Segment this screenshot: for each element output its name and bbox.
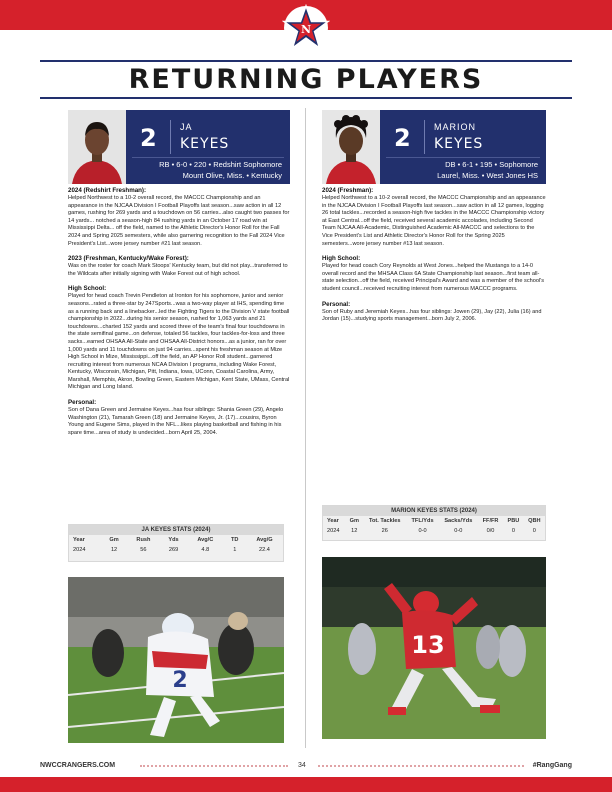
stats-header: QBH — [528, 518, 541, 524]
player-card-marion-keyes — [322, 110, 546, 184]
position-line: DB • 6-1 • 195 • Sophomore — [445, 160, 538, 169]
position-line: RB • 6-0 • 220 • Redshirt Sophomore — [159, 160, 282, 169]
headshot-photo — [322, 110, 380, 184]
section-heading: 2024 (Freshman): — [322, 187, 374, 194]
jersey-number: 2 — [140, 124, 157, 152]
bio-marion-keyes — [322, 187, 546, 324]
section-body: Was on the roster for coach Mark Stoops' Kentucky team, but did not play...transferred to the Wildcats after initially signing with Wake Forest out of high school. — [68, 263, 288, 277]
stats-header: Year — [73, 537, 85, 543]
stats-header: Yds — [168, 537, 179, 543]
stats-cell: 4.8 — [201, 547, 210, 553]
last-name: KEYES — [180, 136, 230, 152]
stats-header: Gm — [349, 518, 359, 524]
stats-cell: 12 — [351, 528, 358, 534]
divider — [170, 120, 171, 154]
section-body: Played for head coach Cory Reynolds at West Jones...helped the Mustangs to a 14-0 overall record and the MHSAA Class 6A State Championship last season...first team all-state selection...off the field, received Principal's Award and was a member of the school's student council...received recruiting interest from numerous MACCC programs. — [322, 263, 545, 292]
jersey-number-graphic: 2 — [172, 668, 188, 693]
stats-header: Year — [327, 518, 339, 524]
column-divider — [305, 108, 306, 748]
stats-title: JA KEYES STATS (2024) — [69, 525, 283, 535]
stats-grid — [323, 516, 545, 536]
section-heading: 2024 (Redshirt Freshman): — [68, 187, 147, 194]
stats-cell: 26 — [381, 528, 388, 534]
section-heading: High School: — [68, 285, 107, 293]
player-info-panel — [380, 110, 546, 184]
divider — [132, 157, 284, 158]
stats-header: Tot. Tackles — [368, 518, 401, 524]
jersey-number: 2 — [394, 124, 411, 152]
jersey-number-graphic: 13 — [411, 631, 445, 659]
stats-header: Avg/G — [256, 537, 273, 543]
footer-dotted-rule — [140, 765, 288, 767]
stats-grid — [69, 535, 283, 555]
title-rule-bottom — [40, 97, 572, 99]
stats-cell: 56 — [140, 547, 147, 553]
stats-cell: 0-0 — [454, 528, 463, 534]
stats-header: TFL/Yds — [411, 518, 434, 524]
stats-table-ja-keyes — [68, 524, 284, 562]
stats-cell: 12 — [110, 547, 118, 553]
section-body: Son of Ruby and Jeremiah Keyes...has four siblings: Jowen (29), Jay (22), Julia (16) and Jordan (15)...studying sports management...born July 2, 2006. — [322, 308, 542, 323]
stats-cell: 269 — [168, 547, 179, 553]
stats-cell: 1 — [233, 547, 237, 553]
section-heading: Personal: — [68, 399, 97, 407]
stats-cell: 0 — [532, 528, 536, 534]
headshot-photo — [68, 110, 126, 184]
stats-header: FF/FR — [482, 518, 499, 524]
first-name: MARION — [434, 122, 476, 132]
action-photo-ja-keyes — [68, 577, 284, 743]
footer-website: NWCCRANGERS.COM — [40, 762, 116, 769]
player-info-panel — [126, 110, 290, 184]
stats-table-marion-keyes — [322, 505, 546, 541]
section-heading: Personal: — [322, 300, 351, 308]
stats-header: Gm — [109, 537, 119, 543]
player-card-ja-keyes — [68, 110, 290, 184]
stats-header: TD — [231, 537, 239, 543]
hometown-line: Mount Olive, Miss. • Kentucky — [182, 171, 282, 180]
bio-ja-keyes — [68, 187, 290, 437]
section-heading: 2023 (Freshman, Kentucky/Wake Forest): — [68, 255, 189, 263]
stats-cell: 2024 — [73, 547, 86, 553]
hometown-line: Laurel, Miss. • West Jones HS — [437, 171, 538, 180]
page-number: 34 — [298, 762, 306, 769]
stats-cell: 0-0 — [418, 528, 427, 534]
stats-cell: 0/0 — [486, 528, 495, 534]
section-body: Played for head coach Trevin Pendleton at Ironton for his sophomore, junior and senior seasons...rated a three-star by 247Sports...was a two-way player at IHS, spending time as a running back and a linebacker...led the Fighting Tigers to the Division V state football championship in 2022...during his senior season, rushed for 1,063 yards and 21 touchdowns...charted 152 yards and scored three of the team's final four touchdowns in the state semifinal game...on defense, totaled 56 tackles, four tackles-for-loss and three sacks...earned OHSAA All-State and OHSAA All-District honors...as a junior, ran for over 1,000 yards and 11 touchdowns on just 94 carries...spent his freshman season at Mize High School in Mize, Mississippi...off the field, an AP Honor Roll student...garnered recruiting interest from numerous NCAA Division I programs, including Wake Forest, Kentucky, Wisconsin, Michigan, Pitt, Indiana, Iowa, UConn, Coastal Carolina, Army, Marshall, Memphis, Akron, Bowling Green, Eastern Michigan, Kent State, UMass, Central Michigan and Long Island. — [68, 293, 290, 391]
section-body: Son of Dana Green and Jermaine Keyes...has four siblings: Shania Green (29), Angelo Washington (21), Tamarah Green (18) and Jermaine Keyes, Jr. (17)...cousins, Byron Young and Eugene Sims, played in the NFL...likes playing basketball and fishing in his spare time...area of study is undecided...born April 25, 2004. — [68, 407, 284, 436]
stats-cell: 22.4 — [259, 547, 270, 553]
stats-header: Rush — [136, 537, 151, 543]
stats-header: Avg/C — [197, 537, 214, 543]
section-heading: High School: — [322, 255, 361, 263]
first-name: JA — [180, 122, 193, 132]
stats-cell: 2024 — [327, 528, 340, 534]
stats-header: Sacks/Yds — [444, 518, 473, 524]
divider — [386, 157, 540, 158]
section-body: Helped Northwest to a 10-2 overall record, the MACCC Championship and an appearance in the NJCAA Division I Football Playoffs last season...saw action in all 12 games, logging 26 total tackles...recorded a season-high five tackles in the MACCC Championship victory at East Central...off the field, received several academic accolades, including Second Team NJCAA All-Academic, Distinguished Academic All-MACCC and selections to the Vice President's List and Athletic Director's Honor Roll for the Spring 2025 semesters...wore jersey number #13 last season. — [322, 195, 546, 247]
page-title: RETURNING PLAYERS — [128, 64, 484, 95]
divider — [424, 120, 425, 154]
star-n-logo-icon — [282, 4, 330, 54]
footer-hashtag: #RangGang — [532, 762, 572, 769]
action-photo-marion-keyes — [322, 557, 546, 739]
stats-title: MARION KEYES STATS (2024) — [323, 506, 545, 516]
stats-cell: 0 — [511, 528, 515, 534]
footer-dotted-rule — [318, 765, 524, 767]
last-name: KEYES — [434, 136, 484, 152]
bottom-color-band — [0, 777, 612, 792]
title-rule-top — [40, 60, 572, 62]
stats-header: PBU — [507, 518, 520, 524]
logo-letter: N — [300, 23, 312, 36]
section-body: Helped Northwest to a 10-2 overall record, the MACCC Championship and an appearance in the NJCAA Division I Football Playoffs last season...saw action in all 12 games, rushing for 269 yards and a touchdown on 56 carries...also caught two passes for 14 yards... notched a season-high 84 rushing yards in an October 17 road win at Mississippi Delta... off the field, named to the Athletic Director's Honor Roll for the Fall 2024 and Spring 2025 semesters, while also garnering recognition to the Fall 2024 Vice President's List...wore jersey number #21 last season. — [68, 195, 290, 247]
